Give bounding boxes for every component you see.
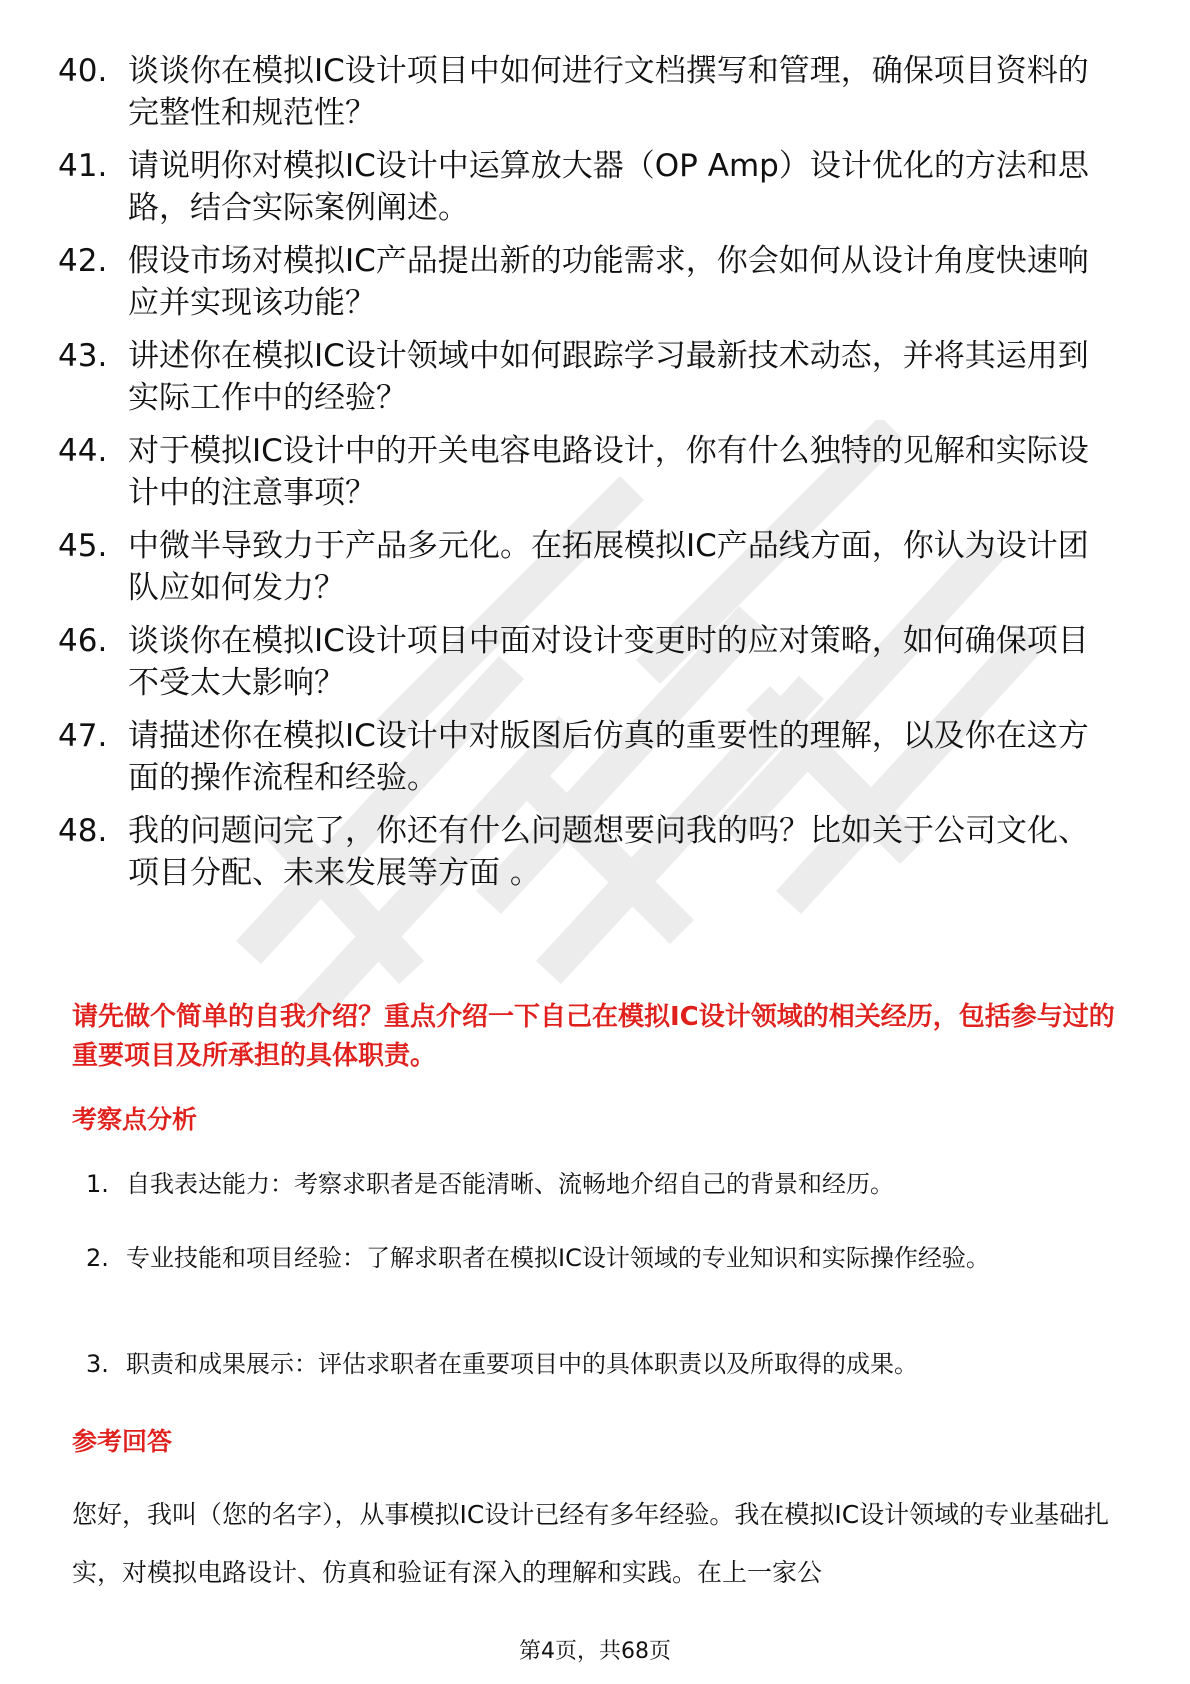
point-number: 2.	[86, 1244, 109, 1272]
point-text: 专业技能和项目经验：了解求职者在模拟IC设计领域的专业知识和实际操作经验。	[126, 1244, 990, 1272]
featured-question: 请先做个简单的自我介绍？重点介绍一下自己在模拟IC设计领域的相关经历，包括参与过的重要项目及所承担的具体职责。	[72, 1002, 1115, 1071]
question-number: 45.	[58, 528, 108, 564]
question-text: 对于模拟IC设计中的开关电容电路设计，你有什么独特的见解和实际设计中的注意事项？	[128, 433, 1089, 511]
point-text: 自我表达能力：考察求职者是否能清晰、流畅地介绍自己的背景和经历。	[126, 1170, 894, 1198]
question-text: 我的问题问完了，你还有什么问题想要问我的吗？比如关于公司文化、项目分配、未来发展等方面 。	[128, 813, 1089, 891]
question-text: 讲述你在模拟IC设计领域中如何跟踪学习最新技术动态，并将其运用到实际工作中的经验？	[128, 338, 1089, 416]
reference-answer: 您好，我叫（您的名字），从事模拟IC设计已经有多年经验。我在模拟IC设计领域的专业基础扎实，对模拟电路设计、仿真和验证有深入的理解和实践。在上一家公	[72, 1500, 1110, 1587]
question-number: 46.	[58, 623, 108, 659]
question-text: 请说明你对模拟IC设计中运算放大器（OP Amp）设计优化的方法和思路，结合实际案例阐述。	[128, 148, 1089, 226]
question-text: 中微半导致力于产品多元化。在拓展模拟IC产品线方面，你认为设计团队应如何发力？	[128, 528, 1089, 606]
point-number: 3.	[86, 1350, 109, 1378]
question-number: 48.	[58, 813, 108, 849]
question-number: 47.	[58, 718, 108, 754]
question-number: 42.	[58, 243, 108, 279]
question-text: 请描述你在模拟IC设计中对版图后仿真的重要性的理解，以及你在这方面的操作流程和经验。	[128, 718, 1089, 796]
question-number: 40.	[58, 53, 108, 89]
analysis-heading: 考察点分析	[72, 1105, 198, 1134]
point-text: 职责和成果展示：评估求职者在重要项目中的具体职责以及所取得的成果。	[126, 1350, 918, 1378]
question-text: 假设市场对模拟IC产品提出新的功能需求，你会如何从设计角度快速响应并实现该功能？	[128, 243, 1089, 321]
question-number: 44.	[58, 433, 108, 469]
reference-heading: 参考回答	[72, 1427, 173, 1456]
page-footer: 第4页，共68页	[519, 1639, 671, 1664]
question-number: 43.	[58, 338, 108, 374]
question-text: 谈谈你在模拟IC设计项目中面对设计变更时的应对策略，如何确保项目不受太大影响？	[128, 623, 1089, 701]
point-number: 1.	[86, 1170, 109, 1198]
question-text: 谈谈你在模拟IC设计项目中如何进行文档撰写和管理，确保项目资料的完整性和规范性？	[128, 53, 1089, 131]
question-number: 41.	[58, 148, 108, 184]
